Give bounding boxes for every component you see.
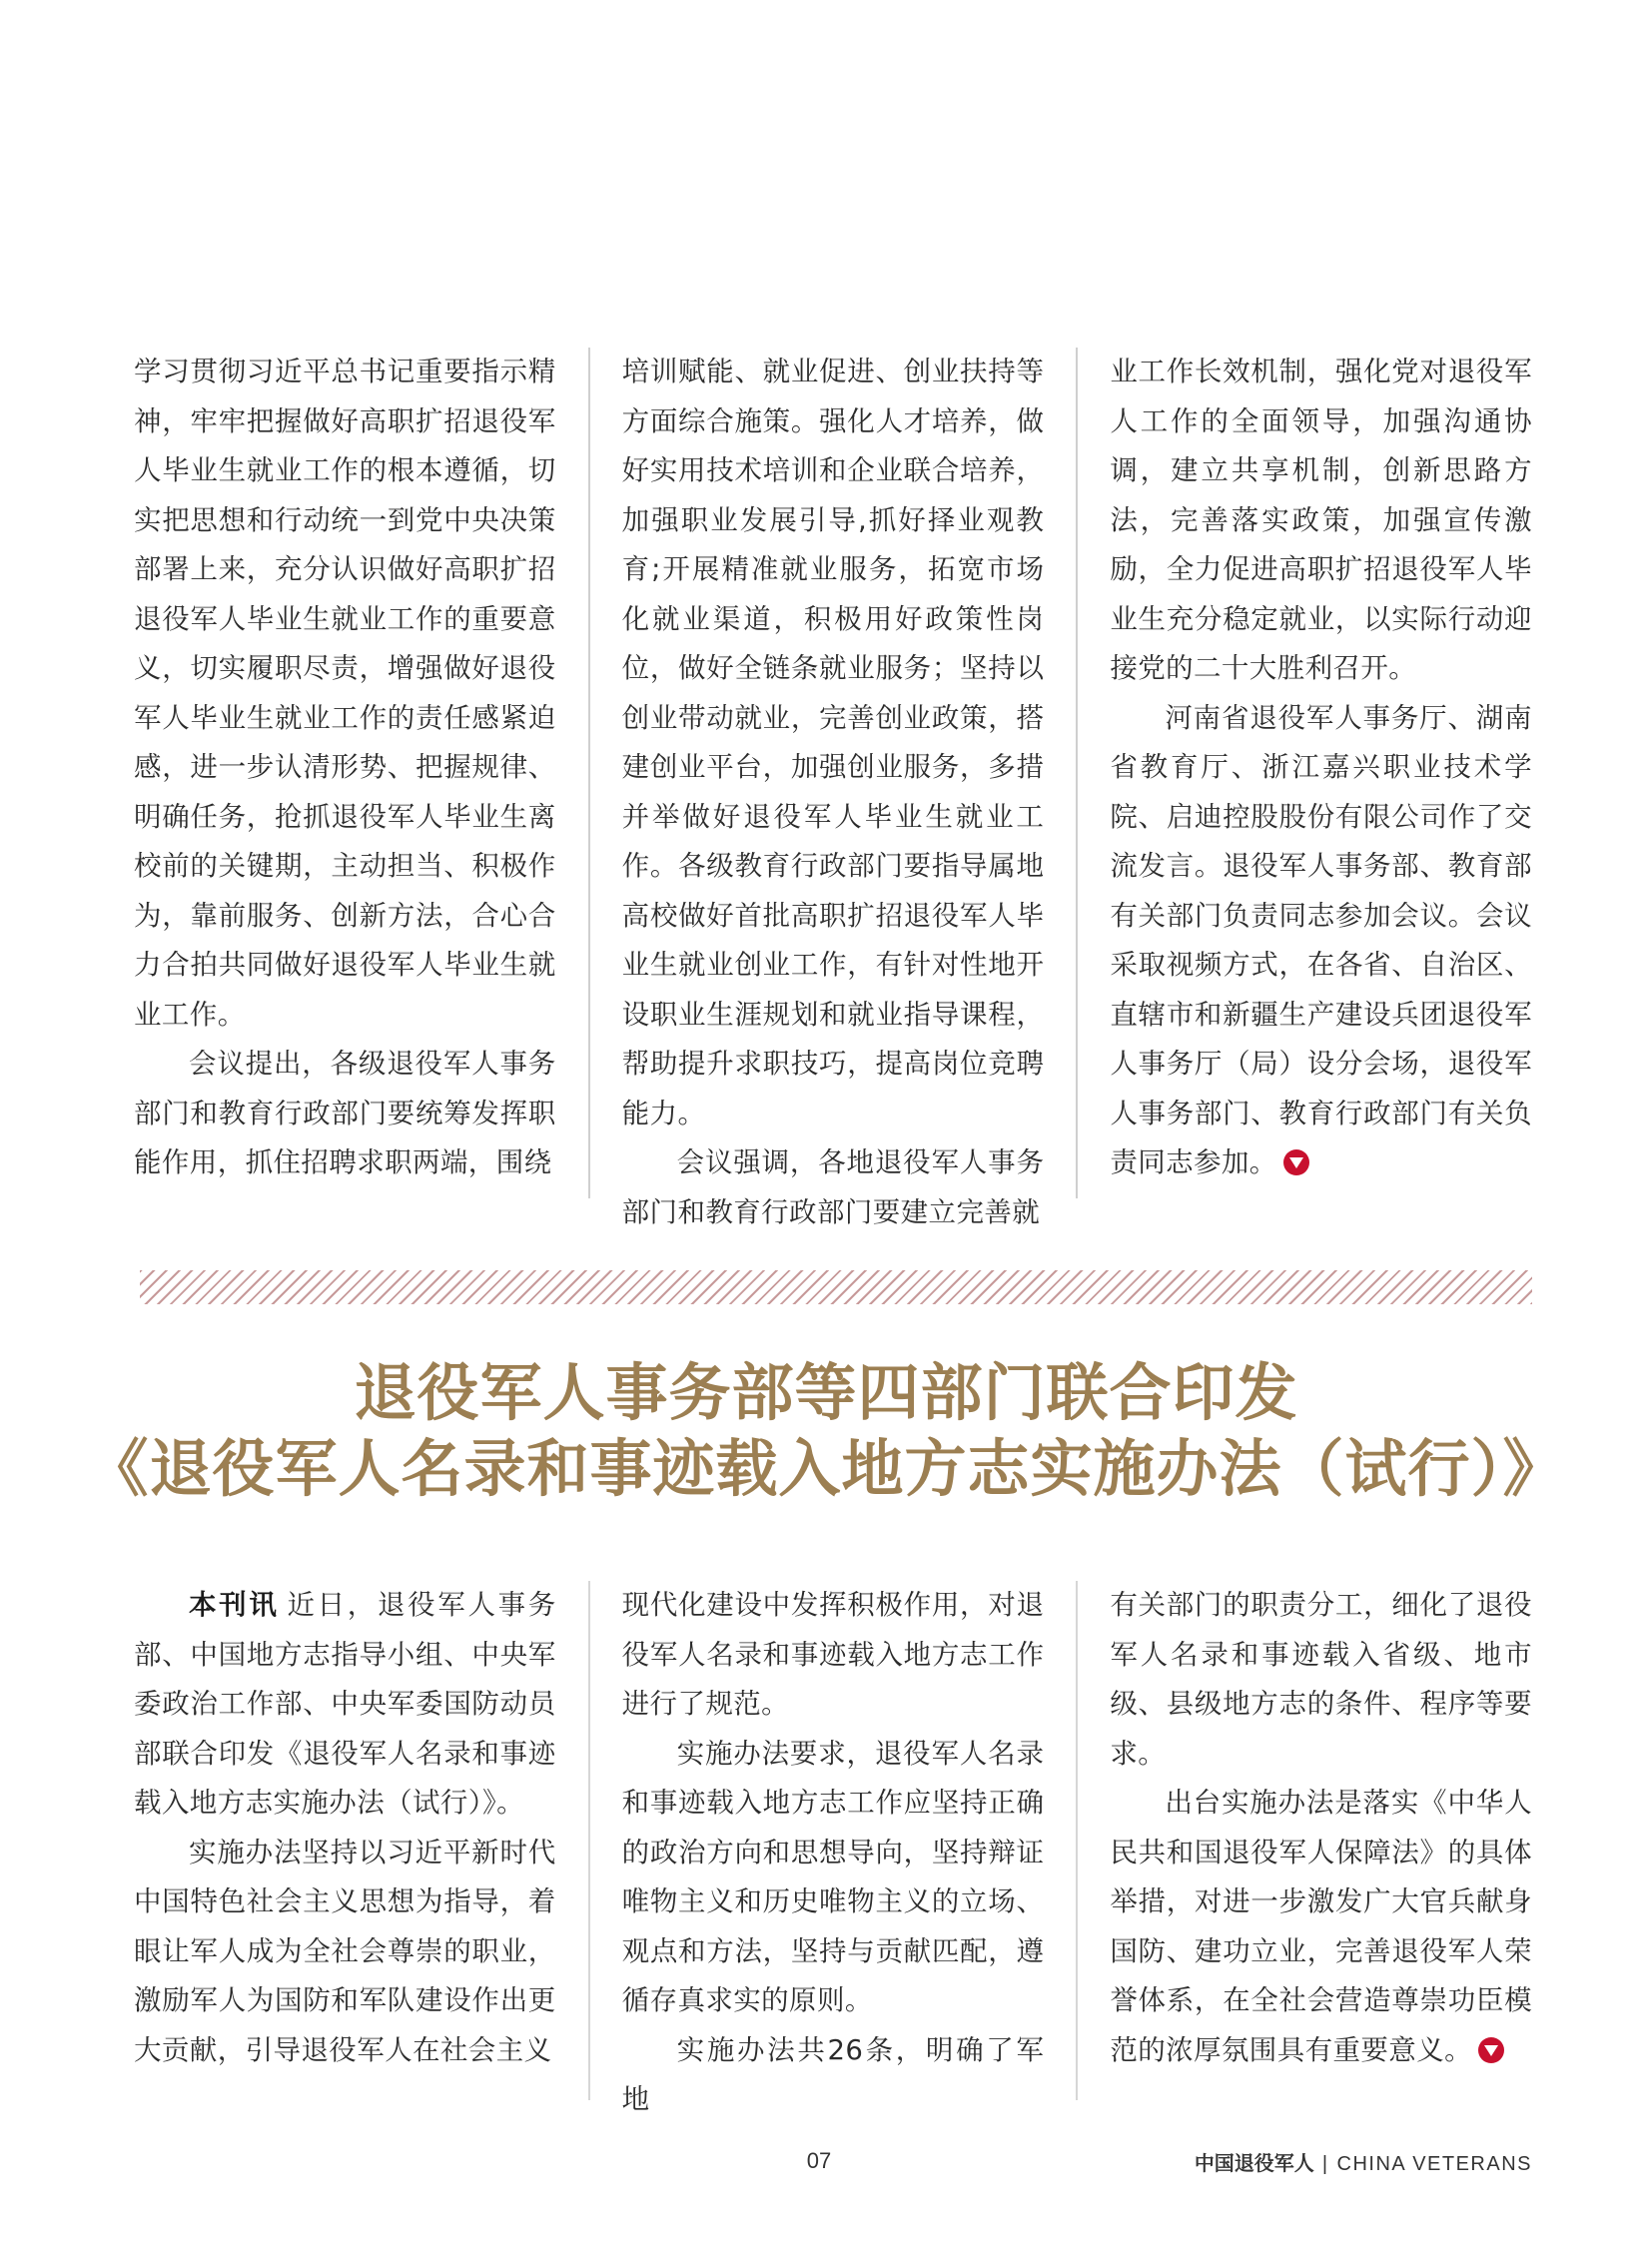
- paragraph: 实施办法共26条，明确了军地: [621, 2033, 1045, 2115]
- bottom-column-2: [621, 1581, 1045, 2115]
- article-headline-line-1: 退役军人事务部等四部门联合印发: [354, 1356, 1298, 1429]
- column-divider: [1076, 348, 1078, 1198]
- paragraph: 有关部门的职责分工，细化了退役军人名录和事迹载入省级、地市级、县级地方志的条件、程序等要求。: [1110, 1589, 1532, 1770]
- bottom-column-3: [1110, 1581, 1532, 2100]
- paragraph-text: 近日，退役军人事务部、中国地方志指导小组、中央军委政治工作部、中央军委国防动员部联合印发《退役军人名录和事迹载入地方志实施办法（试行）》。: [134, 1589, 556, 1819]
- column-divider: [1076, 1581, 1078, 2100]
- footer-separator: |: [1321, 2153, 1329, 2175]
- bottom-article-columns: [134, 1581, 1532, 2115]
- top-column-3: [1110, 348, 1532, 1198]
- magazine-name: [1195, 2147, 1532, 2176]
- magazine-name-en: CHINA VETERANS: [1336, 2153, 1532, 2175]
- top-column-1: [134, 348, 556, 1198]
- paragraph: 实施办法坚持以习近平新时代中国特色社会主义思想为指导，着眼让军人成为全社会尊崇的职业，激励军人为国防和军队建设作出更大贡献，引导退役军人在社会主义: [134, 1836, 556, 2066]
- magazine-name-cn: 中国退役军人: [1194, 2153, 1314, 2175]
- paragraph: 实施办法要求，退役军人名录和事迹载入地方志工作应坚持正确的政治方向和思想导向，坚持辩证唯物主义和历史唯物主义的立场、观点和方法，坚持与贡献匹配，遵循存真求实的原则。: [621, 1737, 1045, 2016]
- article-headline-line-2: 《退役军人名录和事迹载入地方志实施办法（试行）》: [86, 1432, 1566, 1505]
- paragraph: 现代化建设中发挥积极作用，对退役军人名录和事迹载入地方志工作进行了规范。: [621, 1589, 1045, 1720]
- paragraph: 会议提出，各级退役军人事务部门和教育行政部门要统筹发挥职能作用，抓住招聘求职两端，围绕: [134, 1048, 556, 1178]
- bottom-column-1: [134, 1581, 556, 2100]
- paragraph-text: 河南省退役军人事务厅、湖南省教育厅、浙江嘉兴职业技术学院、启迪控股股份有限公司作了交流发言。退役军人事务部、教育部有关部门负责同志参加会议。会议采取视频方式，在各省、自治区、直辖市和新疆生产建设兵团退役军人事务厅（局）设分会场，退役军人事务部门、教育行政部门有关负责同志参加。: [1110, 701, 1532, 1178]
- paragraph: [1110, 694, 1532, 1188]
- paragraph: 业工作长效机制，强化党对退役军人工作的全面领导，加强沟通协调，建立共享机制，创新思路方法，完善落实政策，加强宣传激励，全力促进高职扩招退役军人毕业生充分稳定就业，以实际行动迎接党的二十大胜利召开。: [1110, 356, 1532, 684]
- top-column-2: [621, 348, 1045, 1228]
- lead-paragraph: [134, 1581, 556, 1829]
- top-article-columns: [134, 348, 1532, 1228]
- column-divider: [588, 1581, 590, 2100]
- end-of-article-icon: [1478, 2037, 1504, 2063]
- byline-lead: 本刊讯: [189, 1589, 280, 1621]
- page-number: 07: [806, 2148, 832, 2173]
- paragraph: 学习贯彻习近平总书记重要指示精神，牢牢把握做好高职扩招退役军人毕业生就业工作的根本遵循，切实把思想和行动统一到党中央决策部署上来，充分认识做好高职扩招退役军人毕业生就业工作的重要意义，切实履职尽责，增强做好退役军人毕业生就业工作的责任感紧迫感，进一步认清形势、把握规律、明确任务，抢抓退役军人毕业生离校前的关键期，主动担当、积极作为，靠前服务、创新方法，合心合力合拍共同做好退役军人毕业生就业工作。: [134, 356, 556, 1031]
- paragraph-text: 出台实施办法是落实《中华人民共和国退役军人保障法》的具体举措，对进一步激发广大官兵献身国防、建功立业，完善退役军人荣誉体系，在全社会营造尊崇功臣模范的浓厚氛围具有重要意义。: [1110, 1787, 1532, 2066]
- paragraph: [1110, 1779, 1532, 2075]
- section-divider-hatch: [140, 1270, 1532, 1304]
- end-of-article-icon: [1283, 1149, 1309, 1175]
- column-divider: [588, 348, 590, 1198]
- paragraph: 培训赋能、就业促进、创业扶持等方面综合施策。强化人才培养，做好实用技术培训和企业联合培养，加强职业发展引导,抓好择业观教育;开展精准就业服务，拓宽市场化就业渠道，积极用好政策性岗位，做好全链条就业服务；坚持以创业带动就业，完善创业政策，搭建创业平台，加强创业服务，多措并举做好退役军人毕业生就业工作。各级教育行政部门要指导属地高校做好首批高职扩招退役军人毕业生就业创业工作，有针对性地开设职业生涯规划和就业指导课程，帮助提升求职技巧，提高岗位竞聘能力。: [621, 356, 1045, 1129]
- paragraph: 会议强调，各地退役军人事务部门和教育行政部门要建立完善就: [621, 1146, 1045, 1228]
